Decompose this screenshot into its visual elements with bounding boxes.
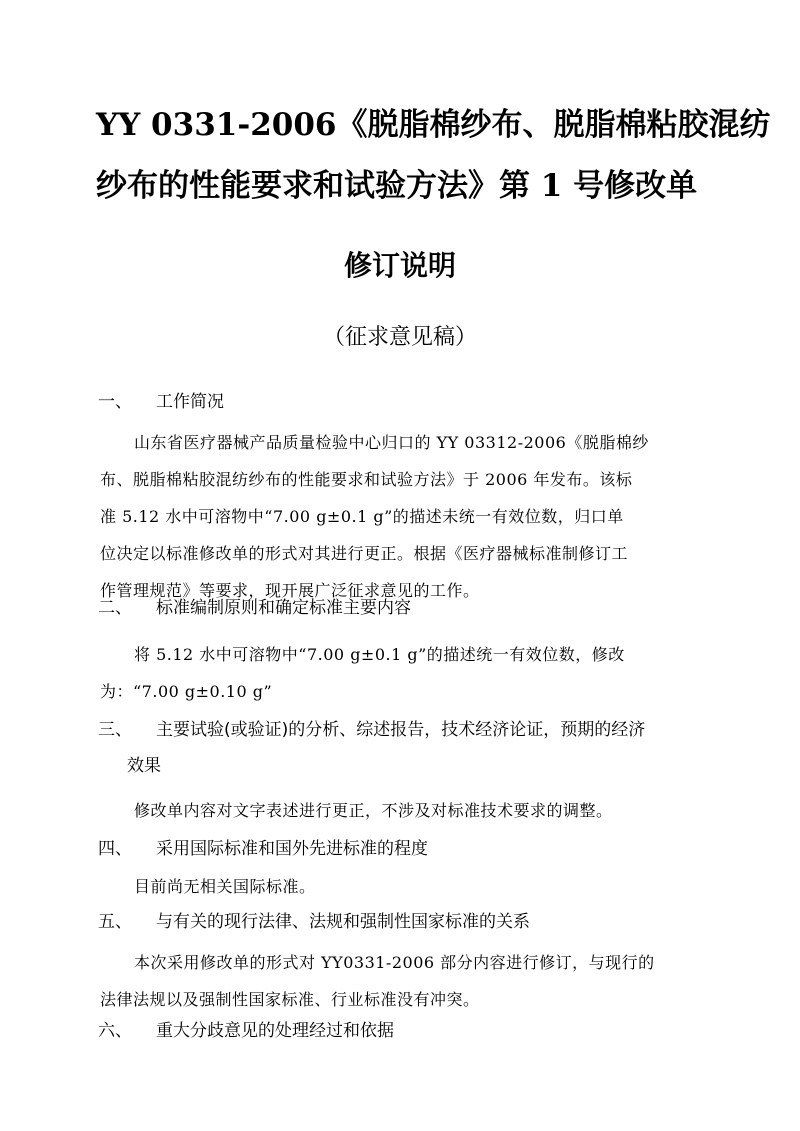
body-line: 作管理规范》等要求，现开展广泛征求意见的工作。 bbox=[100, 581, 480, 600]
body-line: 山东省医疗器械产品质量检验中心归口的 YY 03312-2006《脱脂棉纱 bbox=[134, 433, 649, 452]
body-line: 为：“7.00 g±0.10 g” bbox=[100, 682, 273, 701]
draft-label: （征求意见稿） bbox=[322, 325, 477, 350]
document-title-line-2: 纱布的性能要求和试验方法》第 1 号修改单 bbox=[96, 168, 698, 204]
section-1-heading bbox=[98, 390, 718, 414]
section-number: 四、 bbox=[98, 839, 132, 859]
section-number: 三、 bbox=[98, 720, 132, 740]
body-line: 准 5.12 水中可溶物中“7.00 g±0.1 g”的描述未统一有效位数，归口单 bbox=[100, 507, 624, 526]
section-3-body bbox=[100, 792, 705, 829]
section-6-heading bbox=[98, 1019, 718, 1043]
section-number: 五、 bbox=[98, 912, 132, 932]
section-title: 与有关的现行法律、法规和强制性国家标准的关系 bbox=[156, 912, 530, 932]
document-title-line-1: YY 0331-2006《脱脂棉纱布、脱脂棉粘胶混纺 bbox=[96, 107, 771, 143]
section-4-body bbox=[100, 868, 705, 905]
section-title: 标准编制原则和确定标准主要内容 bbox=[156, 598, 411, 618]
section-title: 主要试验(或验证)的分析、综述报告，技术经济论证，预期的经济 bbox=[156, 720, 646, 740]
body-line: 布、脱脂棉粘胶混纺纱布的性能要求和试验方法》于 2006 年发布。该标 bbox=[100, 470, 633, 489]
body-line: 本次采用修改单的形式对 YY0331-2006 部分内容进行修订，与现行的 bbox=[134, 953, 655, 972]
section-1-body bbox=[100, 424, 705, 609]
body-line: 目前尚无相关国际标准。 bbox=[134, 877, 316, 896]
body-line: 修改单内容对文字表述进行更正，不涉及对标准技术要求的调整。 bbox=[134, 801, 613, 820]
body-line: 将 5.12 水中可溶物中“7.00 g±0.1 g”的描述统一有效位数，修改 bbox=[134, 645, 625, 664]
document-subtitle: 修订说明 bbox=[343, 249, 456, 282]
body-line: 法律法规以及强制性国家标准、行业标准没有冲突。 bbox=[100, 990, 480, 1009]
section-title: 工作简况 bbox=[156, 392, 224, 412]
body-line: 位决定以标准修改单的形式对其进行更正。根据《医疗器械标准制修订工 bbox=[100, 544, 629, 563]
section-number: 一、 bbox=[98, 392, 132, 412]
section-3-heading bbox=[98, 718, 718, 778]
section-title-continued: 效果 bbox=[127, 756, 161, 776]
section-title: 重大分歧意见的处理经过和依据 bbox=[156, 1021, 394, 1041]
section-5-body bbox=[100, 944, 705, 1018]
section-number: 二、 bbox=[98, 598, 132, 618]
section-title: 采用国际标准和国外先进标准的程度 bbox=[156, 839, 428, 859]
section-2-body bbox=[100, 636, 705, 710]
section-5-heading bbox=[98, 910, 718, 934]
section-4-heading bbox=[98, 837, 718, 861]
section-2-heading bbox=[98, 596, 718, 620]
section-number: 六、 bbox=[98, 1021, 132, 1041]
